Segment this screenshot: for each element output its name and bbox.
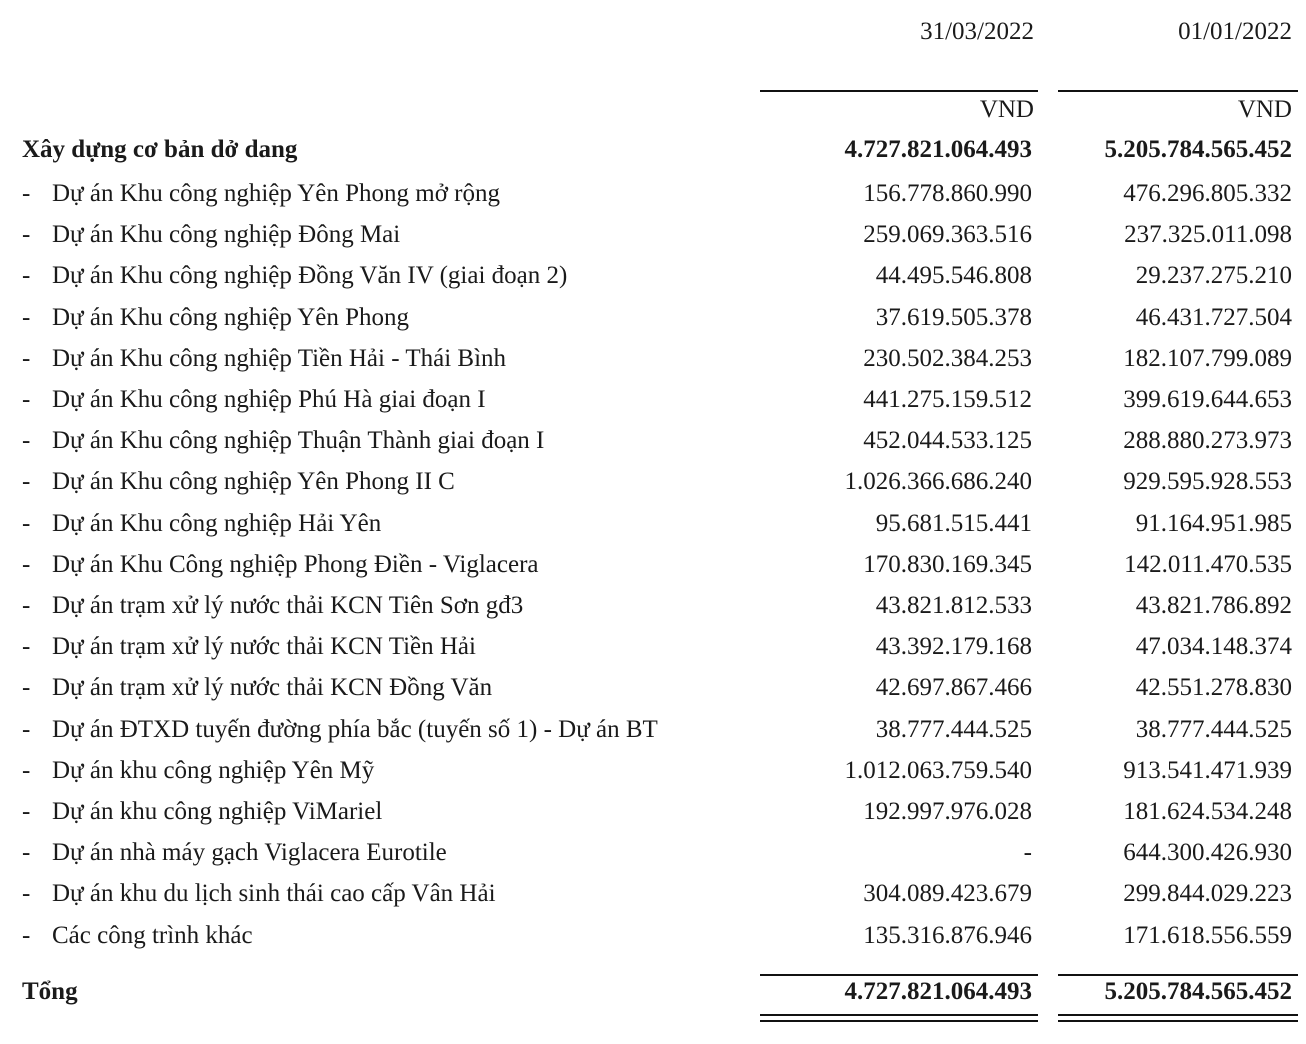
item-value-2: 46.431.727.504 [1135, 304, 1292, 331]
table-row [0, 551, 1306, 591]
item-value-2: 399.619.644.653 [1123, 386, 1292, 413]
item-name: Dự án Khu công nghiệp Thuận Thành giai đoạn I [52, 427, 545, 454]
table-row [0, 468, 1306, 508]
item-value-2: 29.237.275.210 [1135, 262, 1292, 289]
bullet-dash: - [22, 304, 31, 331]
item-name: Dự án khu công nghiệp ViMariel [52, 798, 383, 825]
item-value-2: 91.164.951.985 [1135, 510, 1292, 537]
item-value-2: 644.300.426.930 [1123, 839, 1292, 866]
total-top-rule-2 [1058, 974, 1298, 976]
item-value-2: 288.880.273.973 [1123, 427, 1292, 454]
bullet-dash: - [22, 880, 31, 907]
item-name: Dự án Khu Công nghiệp Phong Điền - Viglacera [52, 551, 539, 578]
item-name: Dự án Khu công nghiệp Đông Mai [52, 221, 401, 248]
table-row [0, 345, 1306, 385]
item-value-2: 42.551.278.830 [1135, 674, 1292, 701]
table-row [0, 262, 1306, 302]
table-row [0, 880, 1306, 920]
item-name: Dự án Khu công nghiệp Yên Phong mở rộng [52, 180, 501, 207]
item-value-1: 170.830.169.345 [863, 551, 1032, 578]
item-value-1: 43.392.179.168 [875, 633, 1032, 660]
bullet-dash: - [22, 674, 31, 701]
total-top-rule-1 [760, 974, 1038, 976]
bullet-dash: - [22, 345, 31, 372]
item-value-2: 43.821.786.892 [1135, 592, 1292, 619]
table-row [0, 304, 1306, 344]
table-row [0, 221, 1306, 261]
total-label: Tổng [22, 978, 78, 1005]
item-value-1: 37.619.505.378 [875, 304, 1032, 331]
item-value-1: 230.502.384.253 [863, 345, 1032, 372]
bullet-dash: - [22, 551, 31, 578]
item-value-2: 299.844.029.223 [1123, 880, 1292, 907]
item-value-1: - [1023, 839, 1032, 866]
item-value-2: 38.777.444.525 [1135, 716, 1292, 743]
bullet-dash: - [22, 510, 31, 537]
table-row [0, 592, 1306, 632]
item-name: Dự án trạm xử lý nước thải KCN Đồng Văn [52, 674, 493, 701]
item-value-2: 171.618.556.559 [1123, 922, 1292, 949]
item-value-1: 1.012.063.759.540 [844, 757, 1032, 784]
total-row [0, 978, 1306, 1018]
item-name: Dự án Khu công nghiệp Phú Hà giai đoạn I [52, 386, 486, 413]
table-row [0, 839, 1306, 879]
table-row [0, 510, 1306, 550]
item-name: Dự án Khu công nghiệp Yên Phong [52, 304, 410, 331]
section-value-2: 5.205.784.565.452 [1104, 136, 1292, 163]
bullet-dash: - [22, 839, 31, 866]
bullet-dash: - [22, 592, 31, 619]
item-name: Dự án Khu công nghiệp Đồng Văn IV (giai đoạn 2) [52, 262, 568, 289]
item-value-1: 44.495.546.808 [875, 262, 1032, 289]
bullet-dash: - [22, 468, 31, 495]
item-value-1: 95.681.515.441 [875, 510, 1032, 537]
item-value-1: 192.997.976.028 [863, 798, 1032, 825]
item-value-1: 156.778.860.990 [863, 180, 1032, 207]
item-value-2: 181.624.534.248 [1123, 798, 1292, 825]
header-rule-1 [760, 90, 1038, 92]
total-value-1: 4.727.821.064.493 [844, 978, 1032, 1005]
item-value-1: 1.026.366.686.240 [844, 468, 1032, 495]
item-name: Dự án ĐTXD tuyến đường phía bắc (tuyến số 1) - Dự án BT [52, 716, 658, 743]
item-value-1: 38.777.444.525 [875, 716, 1032, 743]
table-row [0, 757, 1306, 797]
section-title: Xây dựng cơ bản dở dang [22, 136, 298, 163]
total-double-rule-1 [760, 1014, 1038, 1022]
table-row [0, 798, 1306, 838]
item-name: Dự án khu du lịch sinh thái cao cấp Vân Hải [52, 880, 496, 907]
item-name: Dự án trạm xử lý nước thải KCN Tiên Sơn gđ3 [52, 592, 524, 619]
table-row [0, 180, 1306, 220]
item-value-2: 47.034.148.374 [1135, 633, 1292, 660]
header-rule-2 [1058, 90, 1298, 92]
section-value-1: 4.727.821.064.493 [844, 136, 1032, 163]
bullet-dash: - [22, 221, 31, 248]
table-row [0, 386, 1306, 426]
item-value-2: 142.011.470.535 [1124, 551, 1292, 578]
column-unit-2: VND [1237, 96, 1292, 123]
item-value-2: 182.107.799.089 [1123, 345, 1292, 372]
column-header-date-2: 01/01/2022 [1178, 18, 1292, 45]
item-name: Dự án Khu công nghiệp Hải Yên [52, 510, 382, 537]
total-double-rule-2 [1058, 1014, 1298, 1022]
table-row [0, 922, 1306, 962]
bullet-dash: - [22, 922, 31, 949]
bullet-dash: - [22, 633, 31, 660]
bullet-dash: - [22, 716, 31, 743]
bullet-dash: - [22, 427, 31, 454]
item-name: Dự án khu công nghiệp Yên Mỹ [52, 757, 375, 784]
item-value-2: 476.296.805.332 [1123, 180, 1292, 207]
item-name: Dự án trạm xử lý nước thải KCN Tiền Hải [52, 633, 476, 660]
table-row [0, 633, 1306, 673]
bullet-dash: - [22, 180, 31, 207]
item-name: Các công trình khác [52, 922, 253, 949]
item-value-1: 259.069.363.516 [863, 221, 1032, 248]
bullet-dash: - [22, 386, 31, 413]
item-name: Dự án Khu công nghiệp Yên Phong II C [52, 468, 455, 495]
column-unit-1: VND [979, 96, 1034, 123]
total-value-2: 5.205.784.565.452 [1104, 978, 1292, 1005]
column-header-date-1: 31/03/2022 [920, 18, 1034, 45]
table-row [0, 427, 1306, 467]
item-value-2: 913.541.471.939 [1123, 757, 1292, 784]
table-row [0, 716, 1306, 756]
table-row [0, 674, 1306, 714]
bullet-dash: - [22, 798, 31, 825]
item-value-1: 43.821.812.533 [875, 592, 1032, 619]
item-value-2: 929.595.928.553 [1123, 468, 1292, 495]
bullet-dash: - [22, 757, 31, 784]
item-value-1: 135.316.876.946 [863, 922, 1032, 949]
item-name: Dự án nhà máy gạch Viglacera Eurotile [52, 839, 447, 866]
bullet-dash: - [22, 262, 31, 289]
item-value-1: 441.275.159.512 [863, 386, 1032, 413]
item-value-1: 452.044.533.125 [863, 427, 1032, 454]
item-value-1: 304.089.423.679 [863, 880, 1032, 907]
item-value-2: 237.325.011.098 [1124, 221, 1292, 248]
item-value-1: 42.697.867.466 [875, 674, 1032, 701]
section-row [0, 136, 1306, 176]
item-name: Dự án Khu công nghiệp Tiền Hải - Thái Bình [52, 345, 507, 372]
